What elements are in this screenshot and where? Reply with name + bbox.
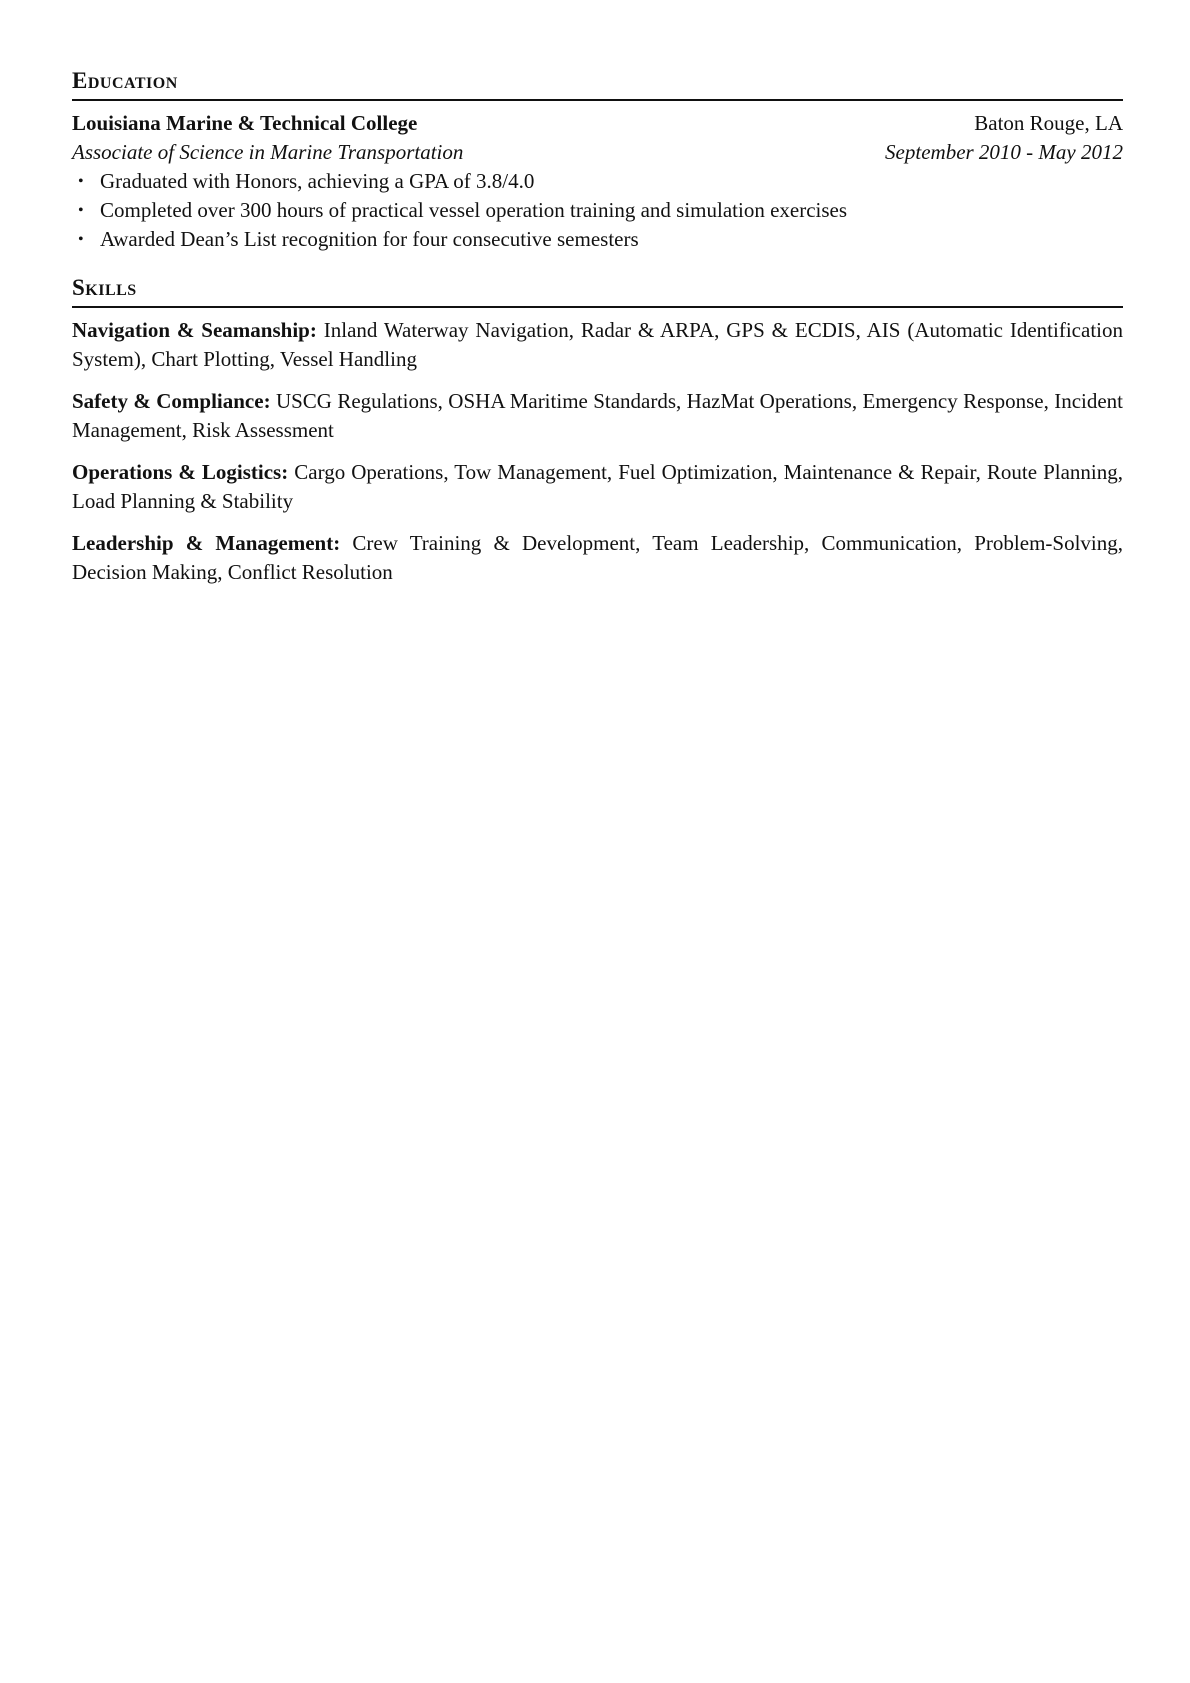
education-entry — [72, 109, 1123, 254]
skill-group — [72, 458, 1123, 516]
skill-label: Safety & Compliance: — [72, 389, 271, 413]
skill-items: Inland Waterway Navigation, Radar & ARPA, GPS & ECDIS, AIS (Automatic Identification System), Chart Plotting, Vessel Handling — [72, 318, 1123, 371]
section-divider — [72, 99, 1123, 101]
degree: Associate of Science in Marine Transportation — [72, 140, 464, 164]
list-item: • Completed over 300 hours of practical vessel operation training and simulation exercises — [100, 196, 1123, 225]
resume-page — [72, 66, 1123, 600]
education-heading: Education — [72, 68, 178, 93]
skill-label: Leadership & Management: — [72, 531, 341, 555]
skill-items: Cargo Operations, Tow Management, Fuel Optimization, Maintenance & Repair, Route Planning, Load Planning & Stability — [72, 460, 1124, 513]
list-item: • Graduated with Honors, achieving a GPA of 3.8/4.0 — [100, 167, 1123, 196]
skill-group — [72, 529, 1123, 587]
section-divider — [72, 306, 1123, 308]
education-bullets — [72, 167, 1123, 254]
list-item: • Awarded Dean’s List recognition for four consecutive semesters — [100, 225, 1123, 254]
skill-items: Crew Training & Development, Team Leadership, Communication, Problem-Solving, Decision Making, Conflict Resolution — [72, 531, 1124, 584]
skills-heading: Skills — [72, 275, 137, 300]
skill-label: Navigation & Seamanship: — [72, 318, 317, 342]
skill-label: Operations & Logistics: — [72, 460, 289, 484]
education-dates: September 2010 - May 2012 — [885, 140, 1123, 164]
skills-section — [72, 273, 1123, 587]
skill-items: USCG Regulations, OSHA Maritime Standards, HazMat Operations, Emergency Response, Incident Management, Risk Assessment — [72, 389, 1123, 442]
school-location: Baton Rouge, LA — [974, 111, 1123, 135]
school-name: Louisiana Marine & Technical College — [72, 111, 418, 135]
skill-group — [72, 316, 1123, 374]
skill-group — [72, 387, 1123, 445]
education-section — [72, 66, 1123, 254]
